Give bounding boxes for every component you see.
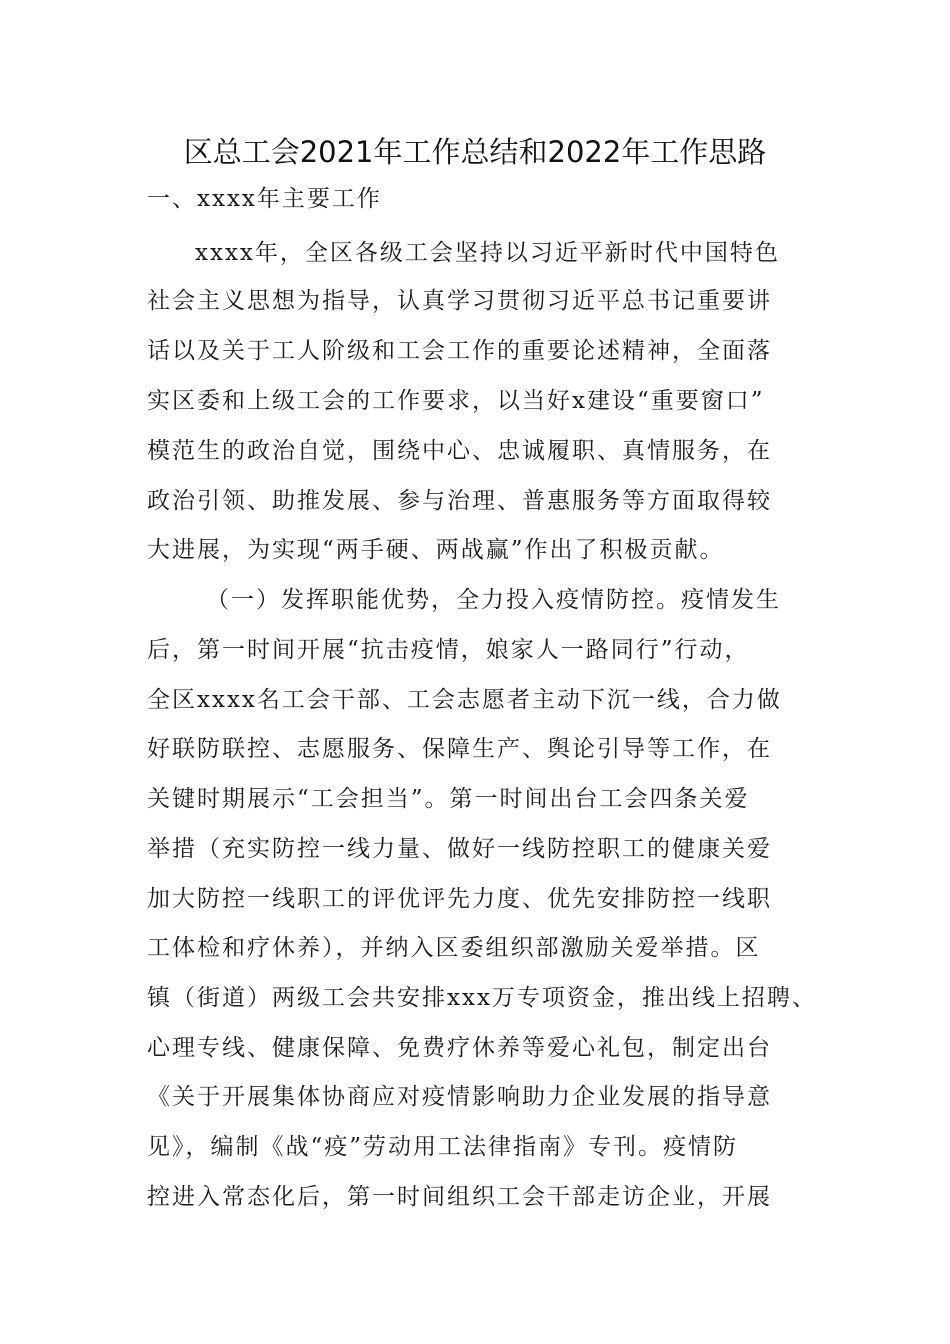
paragraph-line: 大进展，为实现“两手硬、两战赢”作出了积极贡献。: [147, 537, 725, 563]
paragraph-line: 模范生的政治自觉，围绕中心、忠诚履职、真情服务，在: [147, 438, 772, 464]
paragraph-line: 心理专线、健康保障、免费疗休养等爱心礼包，制定出台: [147, 1035, 772, 1061]
paragraph-line: 话以及关于工人阶级和工会工作的重要论述精神，全面落: [147, 338, 772, 364]
paragraph-line: 见》，编制《战“疫”劳动用工法律指南》专刊。疫情防: [147, 1134, 739, 1160]
paragraph-line: 加大防控一线职工的评优评先力度、优先安排防控一线职: [147, 886, 772, 912]
paragraph-line: 控进入常态化后，第一时间组织工会干部走访企业，开展: [147, 1184, 772, 1210]
paragraph-line: 全区xxxx名工会干部、工会志愿者主动下沉一线，合力做: [147, 687, 782, 713]
paragraph-line: 工体检和疗休养），并纳入区委组织部激励关爱举措。区: [147, 935, 761, 961]
paragraph-line: 后，第一时间开展“抗击疫情，娘家人一路同行”行动，: [147, 637, 750, 663]
document-title: 区总工会2021年工作总结和2022年工作思路: [183, 135, 767, 169]
paragraph-line: 关键时期展示“工会担当”。第一时间出台工会四条关爱: [147, 786, 750, 812]
paragraph-line: 好联防联控、志愿服务、保障生产、舆论引导等工作，在: [147, 736, 772, 762]
paragraph-line: 社会主义思想为指导，认真学习贯彻习近平总书记重要讲: [147, 288, 772, 314]
paragraph-line: xxxx年，全区各级工会坚持以习近平新时代中国特色: [195, 240, 780, 266]
paragraph-line: 《关于开展集体协商应对疫情影响助力企业发展的指导意: [147, 1084, 772, 1110]
paragraph-line: 政治引领、助推发展、参与治理、普惠服务等方面取得较: [147, 488, 772, 514]
paragraph-line: 实区委和上级工会的工作要求，以当好x建设“重要窗口”: [147, 388, 765, 414]
section-heading: 一、xxxx年主要工作: [147, 186, 382, 212]
paragraph-line: 举措（充实防控一线力量、做好一线防控职工的健康关爱: [147, 836, 772, 862]
paragraph-line: 镇（街道）两级工会共安排xxx万专项资金，推出线上招聘、: [147, 985, 817, 1011]
paragraph-line: （一）发挥职能优势，全力投入疫情防控。疫情发生: [206, 587, 781, 613]
